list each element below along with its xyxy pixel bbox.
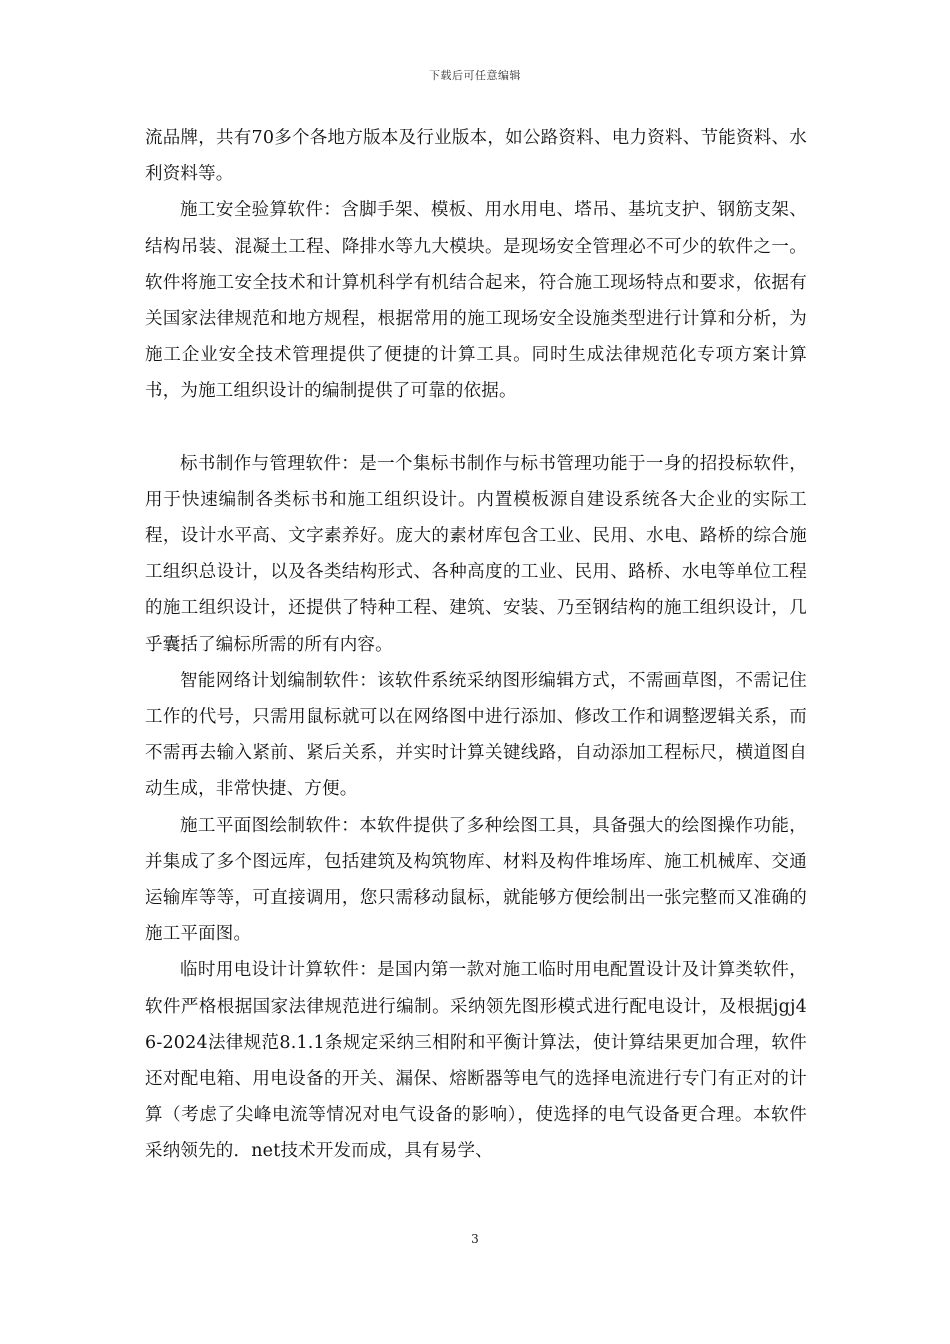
page-number: 3: [471, 1232, 479, 1246]
paragraph-spacer: [145, 410, 807, 446]
paragraph-safety-calculation-software: 施工安全验算软件：含脚手架、模板、用水用电、塔吊、基坑支护、钢筋支架、结构吊装、混凝土工程、降排水等九大模块。是现场安全管理必不可少的软件之一。软件将施工安全技术和计算机科学有机结合起来，符合施工现场特点和要求，依据有关国家法律规范和地方规程，根据常用的施工现场安全设施类型进行计算和分析，为施工企业安全技术管理提供了便捷的计算工具。同时生成法律规范化专项方案计算书，为施工组织设计的编制提供了可靠的依据。: [145, 200, 807, 402]
paragraph-network-planning-software: 智能网络计划编制软件：该软件系统采纳图形编辑方式，不需画草图，不需记住工作的代号，只需用鼠标就可以在网络图中进行添加、修改工作和调整逻辑关系，而不需再去输入紧前、紧后关系，并实时计算关键线路，自动添加工程标尺，横道图自动生成，非常快捷、方便。: [145, 670, 807, 800]
paragraph-bid-document-software: 标书制作与管理软件：是一个集标书制作与标书管理功能于一身的招投标软件，用于快速编制各类标书和施工组织设计。内置模板源自建设系统各大企业的实际工程，设计水平高、文字素养好。庞大的素材库包含工业、民用、水电、路桥的综合施工组织总设计，以及各类结构形式、各种高度的工业、民用、路桥、水电等单位工程的施工组织设计，还提供了特种工程、建筑、安装、乃至钢结构的施工组织设计，几乎囊括了编标所需的所有内容。: [145, 453, 807, 655]
page-header: 下载后可任意编辑: [429, 69, 521, 82]
paragraph-site-plan-software: 施工平面图绘制软件：本软件提供了多种绘图工具，具备强大的绘图操作功能，并集成了多个图远库，包括建筑及构筑物库、材料及构件堆场库、施工机械库、交通运输库等等，可直接调用，您只需移动鼠标，就能够方便绘制出一张完整而又准确的施工平面图。: [145, 815, 807, 945]
paragraph-temporary-power-software: 临时用电设计计算软件：是国内第一款对施工临时用电配置设计及计算类软件，软件严格根据国家法律规范进行编制。采纳领先图形模式进行配电设计，及根据jgj46-2024法律规范8.1.1条规定采纳三相附和平衡计算法，使计算结果更加合理，软件还对配电箱、用电设备的开关、漏保、熔断器等电气的选择电流进行专门有正对的计算（考虑了尖峰电流等情况对电气设备的影响），使选择的电气设备更合理。本软件采纳领先的．net技术开发而成，具有易学、: [145, 960, 807, 1162]
paragraph-continuation: 流品牌，共有70多个各地方版本及行业版本，如公路资料、电力资料、节能资料、水利资料等。: [145, 128, 807, 185]
document-body: [145, 120, 807, 1170]
